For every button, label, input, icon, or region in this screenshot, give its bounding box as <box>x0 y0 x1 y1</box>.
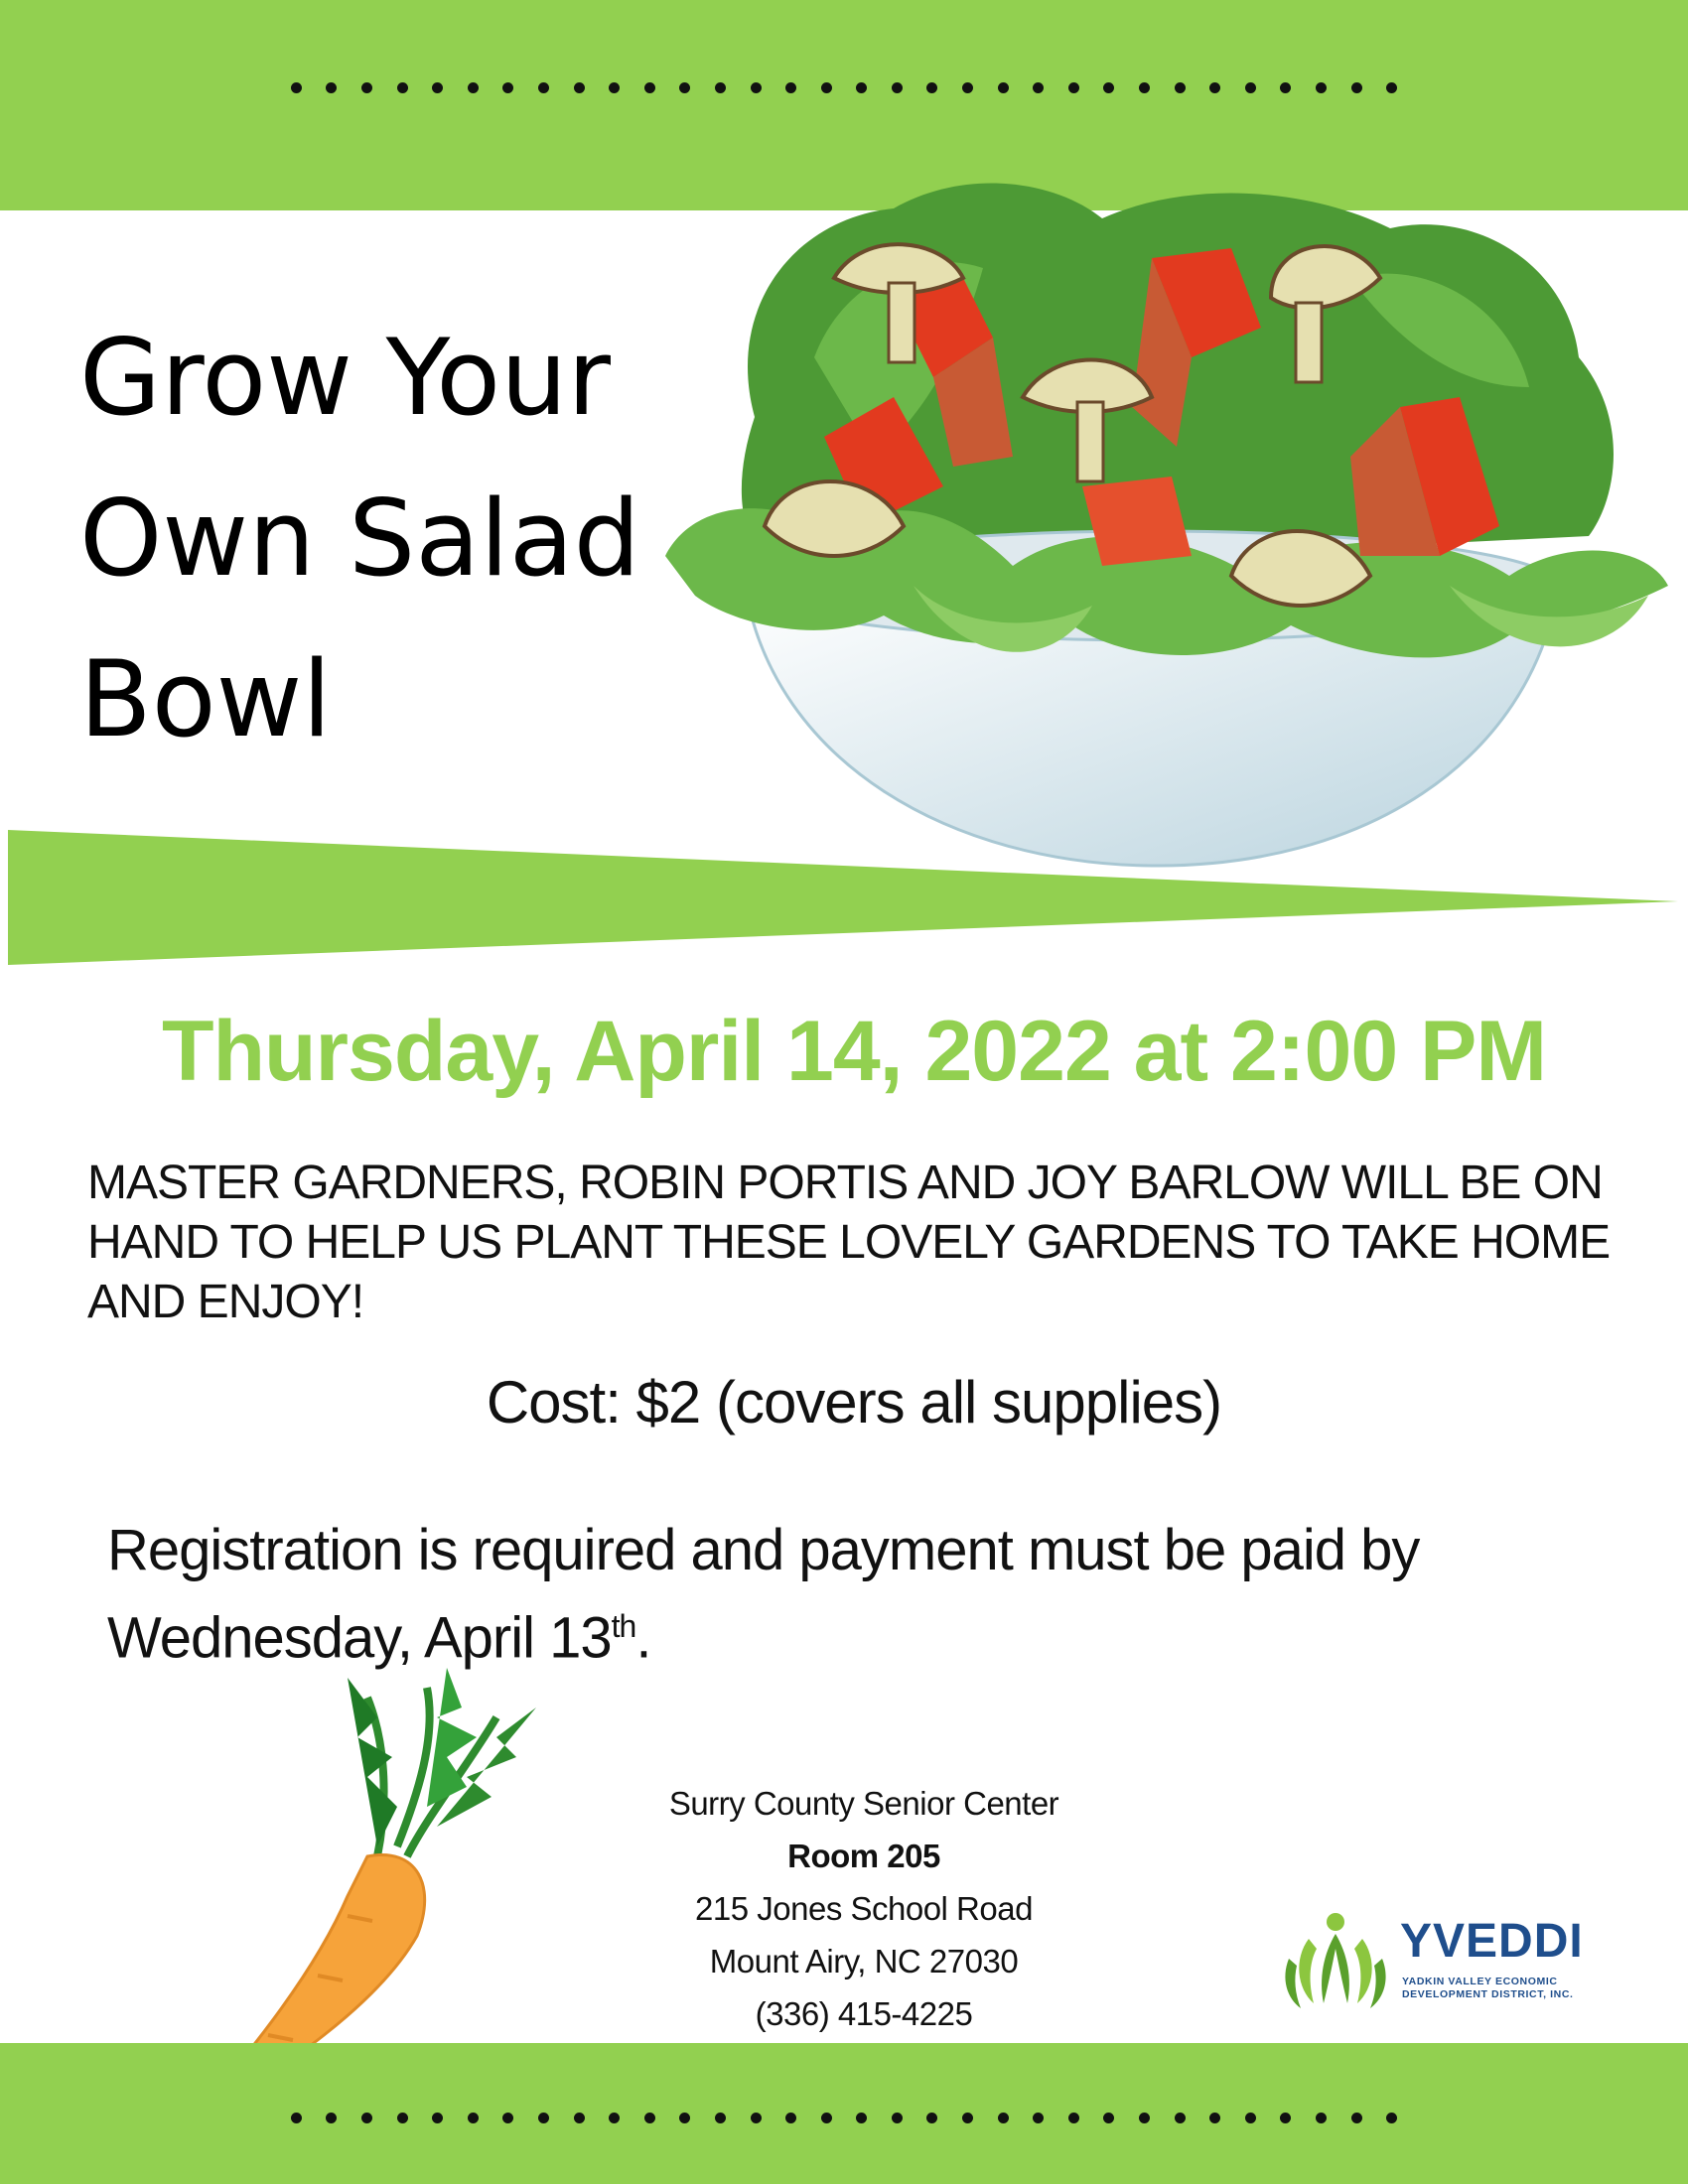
decorative-dot <box>856 2113 867 2123</box>
decorative-dot <box>1068 82 1079 93</box>
salad-bowl-illustration <box>635 159 1678 884</box>
decorative-dot <box>715 2113 726 2123</box>
location-city: Mount Airy, NC 27030 <box>709 1943 1019 1979</box>
decorative-dot <box>821 82 832 93</box>
decorative-dot <box>468 82 479 93</box>
decorative-dot <box>538 2113 549 2123</box>
location-street: 215 Jones School Road <box>695 1890 1033 1927</box>
decorative-dot <box>1033 2113 1044 2123</box>
decorative-dot <box>538 82 549 93</box>
decorative-dot <box>1068 2113 1079 2123</box>
event-date: Thursday, April 14, 2022 at 2:00 PM <box>161 1004 1547 1099</box>
decorative-dot <box>856 82 867 93</box>
location-name: Surry County Senior Center <box>668 1785 1059 1822</box>
decorative-dot <box>574 2113 585 2123</box>
decorative-dot <box>892 82 903 93</box>
decorative-dot <box>1209 2113 1220 2123</box>
location-room: Room 205 <box>787 1838 940 1874</box>
location-block <box>616 1777 1112 2040</box>
decorative-dot <box>468 2113 479 2123</box>
decorative-dot <box>926 82 937 93</box>
decorative-dot <box>998 2113 1009 2123</box>
decorative-dot <box>291 82 302 93</box>
decorative-dot <box>1245 2113 1256 2123</box>
decorative-dot <box>679 82 690 93</box>
decorative-dot <box>1175 2113 1186 2123</box>
event-description: MASTER GARDNERS, ROBIN PORTIS AND JOY BARLOW WILL BE ON HAND TO HELP US PLANT THESE LOVELY GARDENS TO TAKE HOME AND ENJOY! <box>87 1157 1611 1328</box>
decorative-dot <box>1139 2113 1150 2123</box>
decorative-dot <box>644 82 655 93</box>
decorative-dot <box>397 82 408 93</box>
bottom-dot-row <box>0 2113 1688 2123</box>
decorative-dot <box>962 82 973 93</box>
registration-text: Registration is required and payment must be paid by Wednesday, April 13 <box>107 1518 1420 1671</box>
decorative-dot <box>1103 82 1114 93</box>
decorative-dot <box>1209 82 1220 93</box>
decorative-dot <box>1316 2113 1327 2123</box>
decorative-dot <box>785 82 796 93</box>
decorative-dot <box>926 2113 937 2123</box>
decorative-dot <box>1245 82 1256 93</box>
decorative-dot <box>326 2113 337 2123</box>
decorative-dot <box>609 82 620 93</box>
decorative-dot <box>1351 82 1362 93</box>
top-dot-row <box>0 82 1688 93</box>
logo-subtitle: YADKIN VALLEY ECONOMIC DEVELOPMENT DISTRICT, INC. <box>1402 1976 1574 2000</box>
decorative-dot <box>432 2113 443 2123</box>
logo-name: YVEDDI <box>1400 1915 1584 1968</box>
title-line-3: Bowl <box>79 638 332 760</box>
decorative-dot <box>1316 82 1327 93</box>
yveddi-logo <box>1279 1904 1607 2023</box>
decorative-dot <box>998 82 1009 93</box>
yveddi-logo-icon <box>1279 1904 1393 2013</box>
decorative-dot <box>679 2113 690 2123</box>
title-line-2: Own Salad <box>79 478 640 600</box>
decorative-dot <box>821 2113 832 2123</box>
decorative-dot <box>1351 2113 1362 2123</box>
event-cost: Cost: $2 (covers all supplies) <box>486 1369 1222 1435</box>
decorative-dot <box>432 82 443 93</box>
decorative-dot <box>644 2113 655 2123</box>
decorative-dot <box>715 82 726 93</box>
decorative-dot <box>361 82 372 93</box>
decorative-dot <box>1033 82 1044 93</box>
decorative-dot <box>751 2113 762 2123</box>
decorative-dot <box>1386 2113 1397 2123</box>
decorative-dot <box>574 82 585 93</box>
decorative-dot <box>1103 2113 1114 2123</box>
decorative-dot <box>1280 82 1291 93</box>
decorative-dot <box>361 2113 372 2123</box>
decorative-dot <box>962 2113 973 2123</box>
registration-superscript: th <box>611 1608 636 1644</box>
decorative-dot <box>326 82 337 93</box>
decorative-dot <box>397 2113 408 2123</box>
decorative-dot <box>785 2113 796 2123</box>
decorative-dot <box>1175 82 1186 93</box>
title-line-1: Grow Your <box>79 317 611 439</box>
decorative-dot <box>1280 2113 1291 2123</box>
decorative-dot <box>892 2113 903 2123</box>
decorative-dot <box>291 2113 302 2123</box>
decorative-dot <box>751 82 762 93</box>
decorative-dot <box>502 2113 513 2123</box>
decorative-dot <box>609 2113 620 2123</box>
flyer-title <box>79 298 655 780</box>
registration-end: . <box>635 1605 651 1671</box>
decorative-dot <box>1139 82 1150 93</box>
decorative-dot <box>1386 82 1397 93</box>
decorative-dot <box>502 82 513 93</box>
location-phone: (336) 415-4225 <box>755 1995 973 2032</box>
